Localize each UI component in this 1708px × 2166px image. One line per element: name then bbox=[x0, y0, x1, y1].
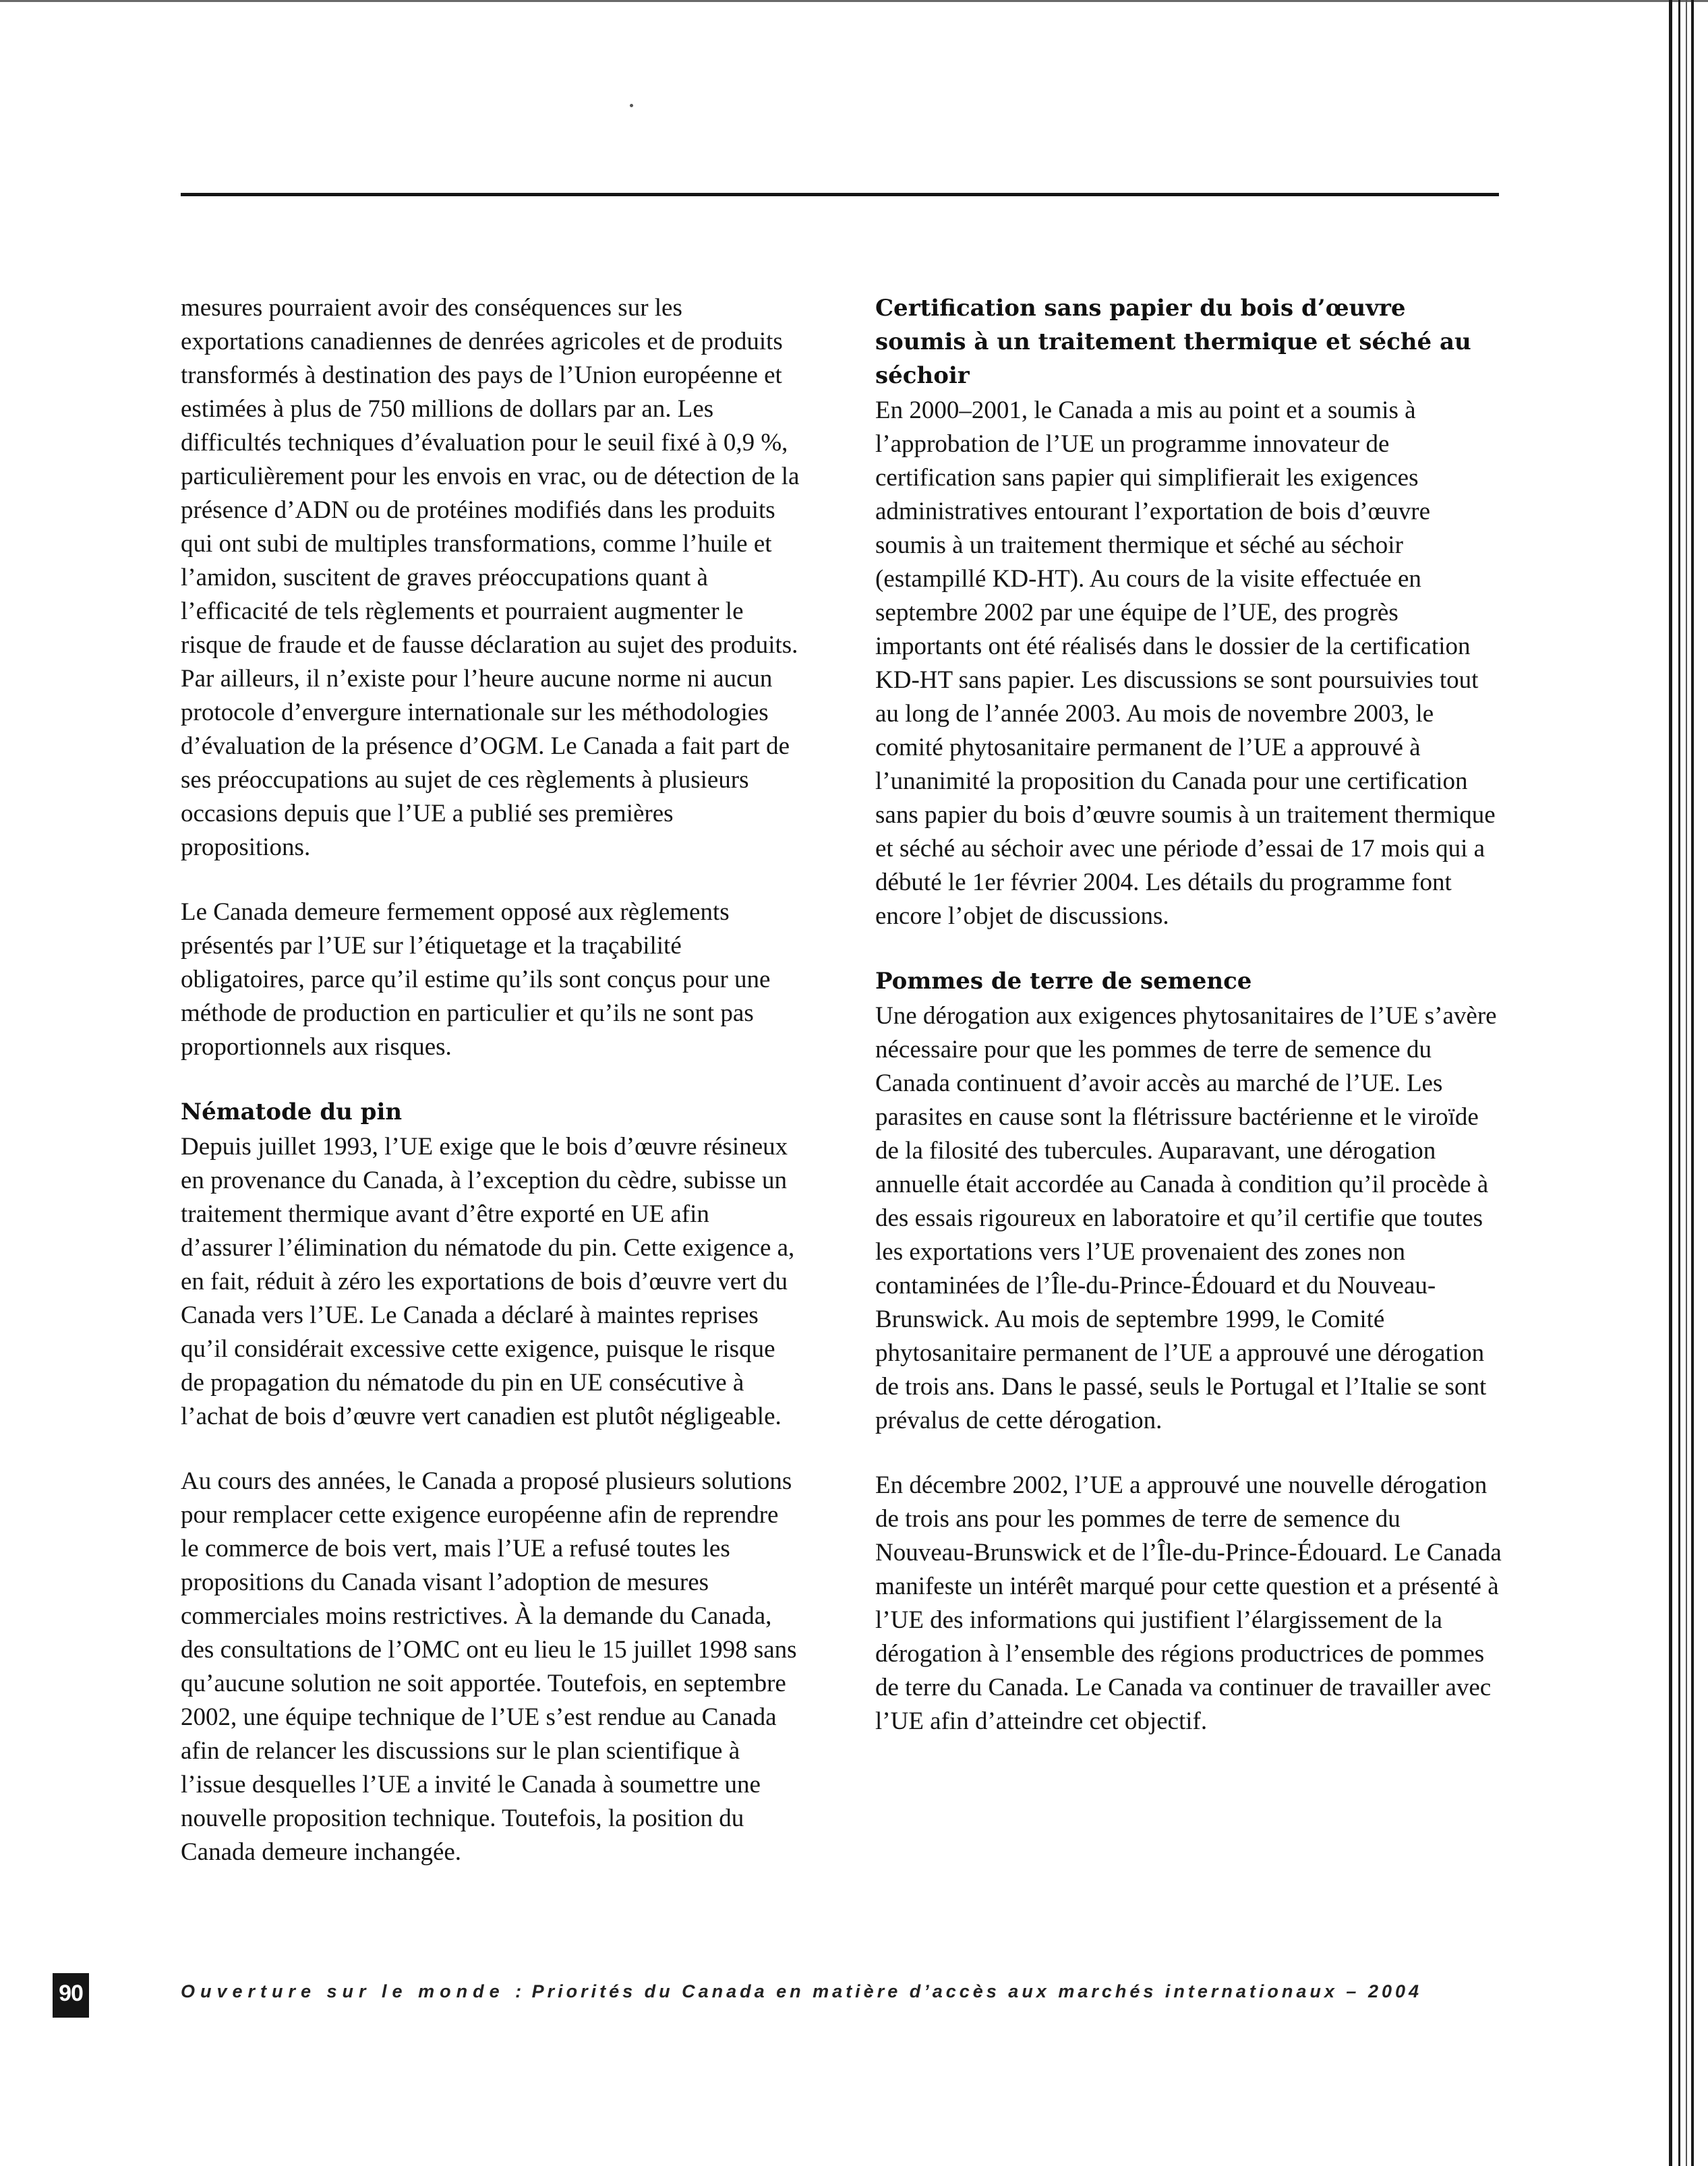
right-edge-rule bbox=[1678, 0, 1680, 2166]
paragraph-nematode-solutions: Au cours des années, le Canada a proposé plusieurs solutions pour remplacer cette exigence européenne afin de reprendre le commerce de bois vert, mais l’UE a refusé toutes les propositions du Canada visant l’adoption de mesures commerciales moins restrictives. À la demande du Canada, des consultations de l’OMC ont eu lieu le 15 juillet 1998 sans qu’aucune solution ne soit apportée. Toutefois, en septembre 2002, une équipe technique de l’UE s’est rendue au Canada afin de relancer les discussions sur le plan scientifique à l’issue desquelles l’UE a invité le Canada à soumettre une nouvelle proposition technique. Toutefois, la position du Canada demeure inchangée. bbox=[181, 1467, 797, 1866]
right-edge-rule bbox=[1691, 0, 1694, 2166]
paragraph-potato-derogation: Une dérogation aux exigences phytosanitaires de l’UE s’avère nécessaire pour que les pommes de terre de semence du Canada continuent d’avoir accès au marché de l’UE. Les parasites en cause sont la flétrissure bactérienne et le viroïde de la filosité des tubercules. Auparavant, une dérogation annuelle était accordée au Canada à condition qu’il procède à des essais rigoureux en laboratoire et qu’il certifie que toutes les exportations vers l’UE provenaient des zones non contaminées de l’Île-du-Prince-Édouard et du Nouveau-Brunswick. Au mois de septembre 1999, le Comité phytosanitaire permanent de l’UE a approuvé une dérogation de trois ans. Dans le passé, seuls le Portugal et l’Italie se sont prévalus de cette dérogation. bbox=[875, 1002, 1497, 1434]
page-number-badge: 90 bbox=[53, 1973, 89, 2018]
running-footer bbox=[181, 1978, 1462, 2005]
left-column bbox=[181, 291, 801, 1869]
top-border bbox=[0, 0, 1708, 2]
paragraph-kdht-certification: En 2000–2001, le Canada a mis au point et a soumis à l’approbation de l’UE un programme innovateur de certification sans papier qui simplifierait les exigences administratives entourant l’exportation de bois d’œuvre soumis à un traitement thermique et séché au séchoir (estampillé KD-HT). Au cours de la visite effectuée en septembre 2002 par une équipe de l’UE, des progrès importants ont été réalisés dans le dossier de la certification KD-HT sans papier. Les discussions se sont poursuivies tout au long de l’année 2003. Au mois de novembre 2003, le comité phytosanitaire permanent de l’UE a approuvé à l’unanimité la proposition du Canada pour une certification sans papier du bois d’œuvre soumis à un traitement thermique et séché au séchoir avec une période d’essai de 17 mois qui a débuté le 1er février 2004. Les détails du programme font encore l’objet de discussions. bbox=[875, 397, 1496, 930]
paragraph-nematode-requirement: Depuis juillet 1993, l’UE exige que le bois d’œuvre résineux en provenance du Canada, à l’exception du cèdre, subisse un traitement thermique avant d’être exporté en UE afin d’assurer l’élimination du nématode du pin. Cette exigence a, en fait, réduit à zéro les exportations de bois d’œuvre vert du Canada vers l’UE. Le Canada a déclaré à maintes reprises qu’il considérait excessive cette exigence, puisque le risque de propagation du nématode du pin en UE consécutive à l’achat de bois d’œuvre vert canadien est plutôt négligeable. bbox=[181, 1133, 795, 1430]
scan-speck bbox=[630, 104, 633, 107]
right-edge-rule bbox=[1686, 0, 1687, 2166]
paragraph-new-derogation: En décembre 2002, l’UE a approuvé une nouvelle dérogation de trois ans pour les pommes de terre de semence du Nouveau-Brunswick et de l’Île-du-Prince-Édouard. Le Canada manifeste un intérêt marqué pour cette question et a présenté à l’UE des informations qui justifient l’élargissement de la dérogation à l’ensemble des régions productrices de pommes de terre du Canada. Le Canada va continuer de travailler avec l’UE afin d’atteindre cet objectif. bbox=[875, 1471, 1502, 1735]
footer-subtitle: Priorités du Canada en matière d’accès aux marchés internationaux – 2004 bbox=[531, 1981, 1423, 2001]
right-column bbox=[875, 291, 1502, 1738]
paragraph-canada-opposition: Le Canada demeure fermement opposé aux règlements présentés par l’UE sur l’étiquetage et la traçabilité obligatoires, parce qu’il estime qu’ils sont conçus pour une méthode de production en particulier et qu’ils ne sont pas proportionnels aux risques. bbox=[181, 898, 771, 1061]
footer-series-title: Ouverture sur le monde : bbox=[181, 1981, 527, 2001]
header-rule bbox=[181, 193, 1499, 196]
paragraph-ogm-measures: mesures pourraient avoir des conséquences sur les exportations canadiennes de denrées agricoles et de produits transformés à destination des pays de l’Union européenne et estimées à plus de 750 millions de dollars par an. Les difficultés techniques d’évaluation pour le seuil fixé à 0,9 %, particulièrement pour les envois en vrac, ou de détection de la présence d’ADN ou de protéines modifiés dans les produits qui ont subi de multiples transformations, comme l’huile et l’amidon, suscitent de graves préoccupations quant à l’efficacité de tels règlements et pourraient augmenter le risque de fraude et de fausse déclaration au sujet des produits. Par ailleurs, il n’existe pour l’heure aucune norme ni aucun protocole d’envergure internationale sur les méthodologies d’évaluation de la présence d’OGM. Le Canada a fait part de ses préoccupations au sujet de ces règlements à plusieurs occasions depuis que l’UE a publié ses premières propositions. bbox=[181, 294, 800, 861]
right-edge-rule bbox=[1669, 0, 1672, 2166]
heading-nematode: Nématode du pin bbox=[181, 1099, 403, 1125]
heading-seed-potatoes: Pommes de terre de semence bbox=[875, 968, 1252, 995]
heading-certification: Certification sans papier du bois d’œuvre soumis à un traitement thermique et séché au séchoir bbox=[875, 295, 1471, 389]
